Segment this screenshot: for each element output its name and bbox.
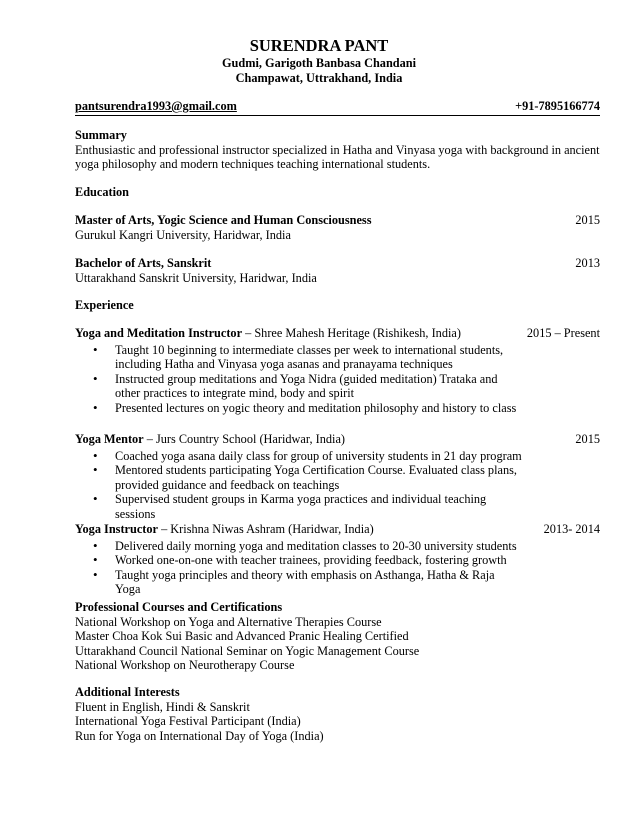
job-dates: 2015 bbox=[575, 432, 600, 446]
job-org: – Jurs Country School (Haridwar, India) bbox=[143, 432, 345, 446]
job-bullets bbox=[75, 449, 600, 522]
experience-heading: Experience bbox=[75, 298, 134, 312]
job-dates: 2015 – Present bbox=[526, 326, 600, 340]
courses-heading: Professional Courses and Certifications bbox=[75, 600, 283, 614]
job-entry bbox=[75, 522, 600, 597]
job-org: – Shree Mahesh Heritage (Rishikesh, India) bbox=[242, 326, 461, 340]
job-role: Yoga and Meditation Instructor bbox=[75, 326, 243, 340]
interests-section bbox=[75, 685, 600, 743]
resume-header bbox=[0, 36, 638, 86]
job-role: Yoga Instructor bbox=[75, 522, 158, 536]
school-name: Uttarakhand Sanskrit University, Haridwar, India bbox=[75, 270, 317, 285]
job-entry bbox=[75, 432, 600, 522]
education-item bbox=[75, 256, 600, 285]
job-bullet: • Coached yoga asana daily class for group of university students in 21 day program bbox=[115, 449, 522, 464]
degree-title: Master of Arts, Yogic Science and Human Consciousness bbox=[75, 213, 372, 227]
summary-heading: Summary bbox=[75, 128, 127, 142]
job-bullets bbox=[75, 343, 600, 416]
interests-heading: Additional Interests bbox=[75, 685, 180, 699]
email-link[interactable]: pantsurendra1993@gmail.com bbox=[75, 99, 237, 113]
job-title-line bbox=[75, 432, 345, 447]
school-name: Gurukul Kangri University, Haridwar, India bbox=[75, 227, 291, 242]
education-heading-block bbox=[75, 185, 600, 200]
job-role: Yoga Mentor bbox=[75, 432, 144, 446]
job-bullet: • Worked one-on-one with teacher trainees, providing feedback, fostering growth bbox=[115, 553, 522, 568]
job-bullet: • Presented lectures on yogic theory and meditation philosophy and history to class bbox=[115, 401, 522, 416]
job-bullet: • Taught 10 beginning to intermediate classes per week to international students, including Hatha and Vinyasa yoga asanas and pranayama techniques bbox=[115, 343, 522, 372]
job-bullet: • Delivered daily morning yoga and meditation classes to 20-30 university students bbox=[115, 539, 522, 554]
job-bullet: • Instructed group meditations and Yoga Nidra (guided meditation) Trataka and other practices to integrate mind, body and spirit bbox=[115, 372, 522, 401]
candidate-name: SURENDRA PANT bbox=[249, 36, 389, 55]
phone-number: +91-7895166774 bbox=[515, 99, 600, 113]
interest-item: International Yoga Festival Participant (India) bbox=[75, 714, 301, 729]
course-item: Uttarakhand Council National Seminar on Yogic Management Course bbox=[75, 643, 420, 658]
course-item: National Workshop on Neurotherapy Course bbox=[75, 658, 295, 673]
course-item: National Workshop on Yoga and Alternative Therapies Course bbox=[75, 614, 382, 629]
job-bullet: • Supervised student groups in Karma yoga practices and individual teaching sessions bbox=[115, 492, 522, 521]
degree-title: Bachelor of Arts, Sanskrit bbox=[75, 256, 212, 270]
job-bullets bbox=[75, 539, 600, 597]
summary-section bbox=[75, 128, 600, 172]
job-title-line bbox=[75, 326, 461, 341]
experience-heading-block bbox=[75, 298, 600, 313]
contact-row bbox=[75, 99, 600, 116]
interest-item: Run for Yoga on International Day of Yoga (India) bbox=[75, 728, 324, 743]
job-bullet: • Mentored students participating Yoga Certification Course. Evaluated class plans, provided guidance and feedback on teachings bbox=[115, 463, 522, 492]
courses-section bbox=[75, 600, 600, 673]
education-item bbox=[75, 213, 600, 242]
summary-text: Enthusiastic and professional instructor specialized in Hatha and Vinyasa yoga with background in ancient yoga philosophy and modern techniques teaching international students. bbox=[75, 142, 600, 172]
address-line-1: Gudmi, Garigoth Banbasa Chandani bbox=[221, 56, 417, 70]
course-item: Master Choa Kok Sui Basic and Advanced Pranic Healing Certified bbox=[75, 629, 409, 644]
education-heading: Education bbox=[75, 185, 129, 199]
interest-item: Fluent in English, Hindi & Sanskrit bbox=[75, 699, 250, 714]
job-bullet: • Taught yoga principles and theory with emphasis on Asthanga, Hatha & Raja Yoga bbox=[115, 568, 522, 597]
job-org: – Krishna Niwas Ashram (Haridwar, India) bbox=[158, 522, 374, 536]
degree-year: 2015 bbox=[575, 213, 600, 227]
job-dates: 2013- 2014 bbox=[543, 522, 600, 536]
job-entry bbox=[75, 326, 600, 416]
job-title-line bbox=[75, 522, 374, 537]
degree-year: 2013 bbox=[575, 256, 600, 270]
address-line-2: Champawat, Uttrakhand, India bbox=[235, 71, 403, 85]
